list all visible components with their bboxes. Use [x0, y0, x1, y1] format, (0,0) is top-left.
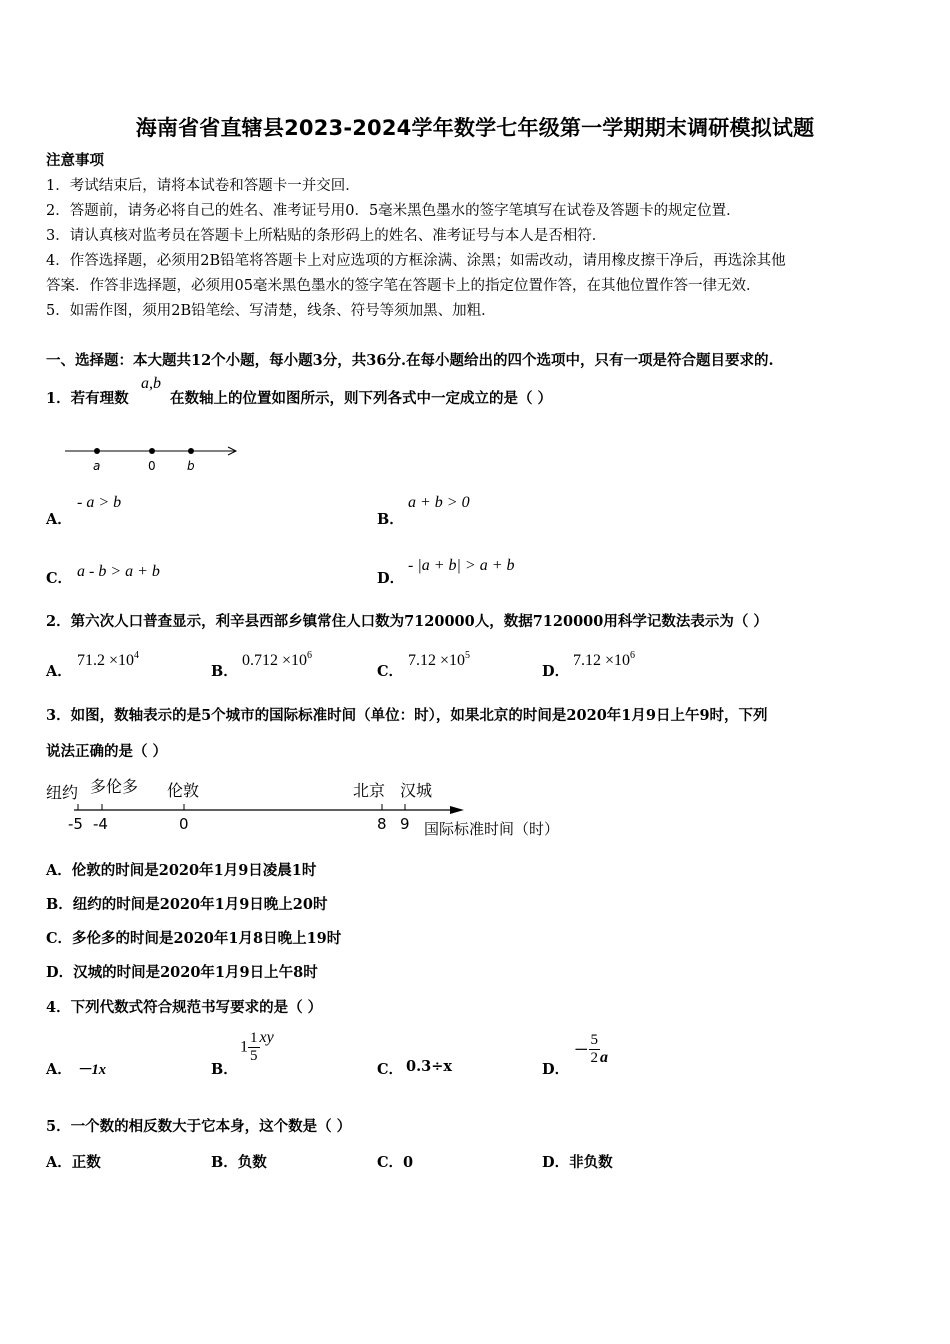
city-toronto: 多伦多	[90, 777, 139, 796]
q2-option-d[interactable]: $7.12 \times 10^6$	[573, 650, 636, 669]
q1-option-b-label: B．	[377, 511, 404, 528]
city-london: 伦敦	[167, 781, 200, 800]
q1-option-a-label: A．	[46, 511, 72, 528]
q3-option-c[interactable]: C．多伦多的时间是2020年1月8日晚上19时	[46, 930, 342, 947]
page-title: 海南省省直辖县2023-2024学年数学七年级第一学期期末调研模拟试题	[135, 116, 815, 140]
q1-option-a[interactable]: - a > b	[77, 494, 122, 511]
q3-option-b[interactable]: B．纽约的时间是2020年1月9日晚上20时	[46, 896, 328, 913]
q2-option-d-label: D．	[542, 663, 570, 680]
q3-option-d[interactable]: D．汉城的时间是2020年1月9日上午8时	[46, 964, 318, 981]
q2-option-c-label: C．	[377, 663, 404, 680]
q3-timezone-axis	[40, 770, 600, 842]
notice-item: 1．考试结束后，请将本试卷和答题卡一并交回．	[46, 178, 360, 194]
tick-label: 0	[179, 815, 189, 833]
q1-stem-post: 在数轴上的位置如图所示，则下列各式中一定成立的是（ ）	[170, 390, 553, 407]
notice-item: 5．如需作图，须用2B铅笔绘、写清楚，线条、符号等须加黑、加粗．	[46, 303, 496, 319]
q5-stem: 5．一个数的相反数大于它本身，这个数是（ ）	[46, 1118, 352, 1135]
q1-option-c-label: C．	[46, 570, 73, 587]
q3-stem-line2: 说法正确的是（ ）	[46, 743, 168, 760]
q1-option-b[interactable]: a + b > 0	[408, 494, 470, 511]
axis-label-b: b	[187, 459, 195, 473]
q4-option-d-label: D．	[542, 1061, 570, 1078]
q1-option-d[interactable]: - |a + b| > a + b	[408, 557, 515, 574]
section-heading: 一、选择题：本大题共12个小题，每小题3分，共36分.在每小题给出的四个选项中，只有一项是符合题目要求的.	[46, 352, 774, 369]
q2-option-a-label: A．	[46, 663, 72, 680]
city-seoul: 汉城	[400, 781, 433, 800]
q4-option-a[interactable]: －1x	[77, 1062, 106, 1078]
q2-option-c[interactable]: $7.12 \times 10^5$	[408, 650, 471, 669]
q1-option-d-label: D．	[377, 570, 405, 587]
q2-stem: 2．第六次人口普查显示，利辛县西部乡镇常住人口数为7120000人，数据7120000用科学记数法表示为（ ）	[46, 613, 768, 630]
q2-option-a[interactable]: $71.2 \times 10^4$	[77, 650, 140, 669]
q5-option-d[interactable]: D．非负数	[542, 1154, 613, 1171]
q5-option-a[interactable]: A．正数	[46, 1154, 101, 1171]
axis-label-0: 0	[148, 459, 156, 473]
notice-heading: 注意事项	[46, 152, 104, 169]
q4-option-b[interactable]: 1 $\frac{1}{5}$ xy	[240, 1028, 274, 1064]
q5-option-c[interactable]: C．0	[377, 1154, 414, 1171]
q4-option-a-label: A．	[46, 1061, 72, 1078]
q3-option-a[interactable]: A．伦敦的时间是2020年1月9日凌晨1时	[46, 862, 317, 879]
q3-stem-line1: 3．如图，数轴表示的是5个城市的国际标准时间（单位：时），如果北京的时间是2020年1月9日上午9时，下列	[46, 707, 768, 724]
q1-vars: a,b	[141, 375, 161, 392]
tick-label: -4	[93, 815, 108, 833]
notice-item: 4．作答选择题，必须用2B铅笔将答题卡上对应选项的方框涂满、涂黑；如需改动，请用橡皮擦干净后，再选涂其他	[46, 253, 786, 269]
q4-option-b-label: B．	[211, 1061, 238, 1078]
city-beijing: 北京	[353, 781, 386, 800]
notice-item: 3．请认真核对监考员在答题卡上所粘贴的条形码上的姓名、准考证号与本人是否相符．	[46, 228, 607, 244]
q4-stem: 4．下列代数式符合规范书写要求的是（ ）	[46, 999, 323, 1016]
q1-stem-pre: 1．若有理数	[46, 390, 129, 407]
tick-label: -5	[68, 815, 83, 833]
notice-item: 2．答题前，请务必将自己的姓名、准考证号用0．5毫米黑色墨水的签字笔填写在试卷及答题卡的规定位置．	[46, 203, 741, 219]
q2-option-b[interactable]: $0.712 \times 10^6$	[242, 650, 313, 669]
q5-option-b[interactable]: B．负数	[211, 1154, 267, 1171]
q4-option-c[interactable]: 0.3÷x	[406, 1058, 453, 1075]
notice-item: 答案．作答非选择题，必须用05毫米黑色墨水的签字笔在答题卡上的指定位置作答，在其他位置作答一律无效．	[46, 278, 761, 294]
q1-option-c[interactable]: a - b > a + b	[77, 563, 160, 580]
tick-label: 8	[377, 815, 387, 833]
q2-option-b-label: B．	[211, 663, 238, 680]
axis-label-a: a	[93, 459, 101, 473]
axis-title: 国际标准时间（时）	[424, 820, 560, 838]
q1-number-line	[60, 438, 245, 478]
q4-option-c-label: C．	[377, 1061, 404, 1078]
city-newyork: 纽约	[46, 783, 79, 802]
tick-label: 9	[400, 815, 410, 833]
q4-option-d[interactable]: － $\frac{5}{2}$ a	[574, 1032, 608, 1066]
